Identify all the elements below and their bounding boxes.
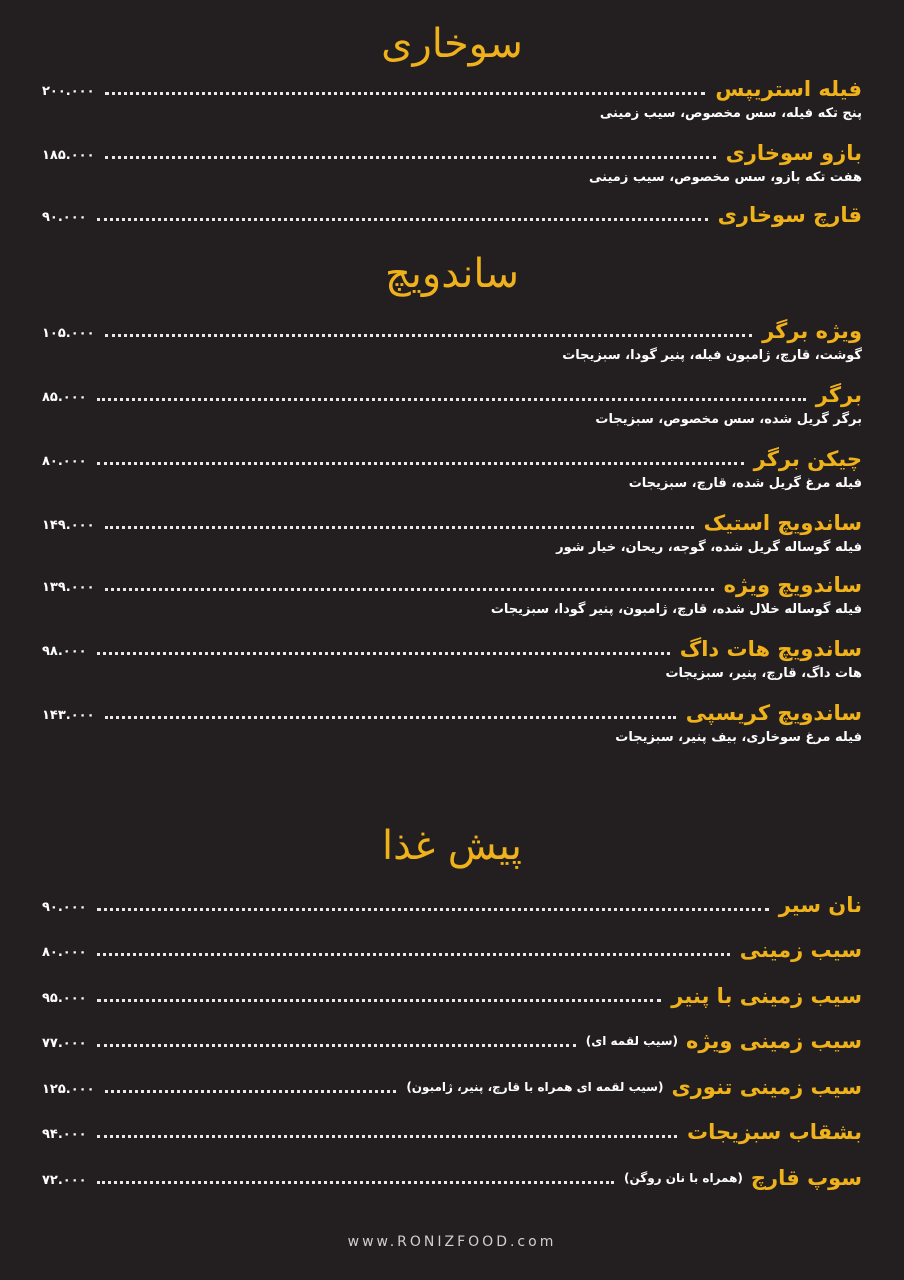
- dot-leader: [97, 953, 730, 956]
- menu-item: [42, 1163, 862, 1193]
- menu-item: [42, 634, 862, 684]
- menu-item: [42, 138, 862, 188]
- dot-leader: [97, 398, 806, 401]
- item-price: ۱۴۳.۰۰۰: [42, 707, 95, 723]
- item-name: ویژه برگر: [762, 319, 862, 343]
- section-title-sandwich: ساندویچ: [384, 251, 520, 297]
- item-price: ۸۰.۰۰۰: [42, 944, 87, 960]
- item-name: سیب زمینی ویژه: [686, 1029, 862, 1053]
- item-note: (سیب لقمه ای همراه با قارچ، پنیر، ژامبون): [406, 1080, 664, 1094]
- item-name: سیب زمینی: [739, 938, 862, 962]
- section-title-appetizer: پیش غذا: [382, 823, 522, 869]
- dot-leader: [105, 334, 753, 337]
- menu-item: [42, 1026, 862, 1056]
- dot-leader: [97, 908, 769, 911]
- dot-leader: [97, 999, 662, 1002]
- item-price: ۹۸.۰۰۰: [42, 643, 87, 659]
- dot-leader: [105, 526, 694, 529]
- item-price: ۱۰۵.۰۰۰: [42, 325, 95, 341]
- dot-leader: [97, 652, 670, 655]
- menu-item: [42, 981, 862, 1011]
- dot-leader: [105, 156, 716, 159]
- item-description: برگر گریل شده، سس مخصوص، سبزیجات: [595, 412, 862, 427]
- item-note: (سیب لقمه ای): [585, 1034, 679, 1048]
- item-name: ساندویچ کریسپی: [685, 701, 862, 725]
- item-description: فیله گوساله خلال شده، قارچ، ژامبون، پنیر گودا، سبزیجات: [490, 602, 862, 617]
- item-description: هفت تکه بازو، سس مخصوص، سیب زمینی: [589, 170, 862, 185]
- menu-item: [42, 890, 862, 920]
- item-name: ساندویچ هات داگ: [679, 637, 862, 661]
- item-price: ۱۴۹.۰۰۰: [42, 517, 95, 533]
- item-description: فیله گوساله گریل شده، گوجه، ریحان، خیار شور: [556, 540, 862, 555]
- menu-item: [42, 444, 862, 494]
- item-note: (همراه با نان روگن): [623, 1171, 743, 1185]
- item-name: فیله استریپس: [715, 77, 862, 101]
- menu-item: [42, 380, 862, 430]
- item-name: قارچ سوخاری: [717, 203, 862, 227]
- item-price: ۸۰.۰۰۰: [42, 453, 87, 469]
- item-name: سیب زمینی با پنیر: [671, 984, 862, 1008]
- dot-leader: [105, 92, 706, 95]
- item-name: ساندویچ استیک: [703, 511, 862, 535]
- menu-item: [42, 698, 862, 748]
- item-description: هات داگ، قارچ، پنیر، سبزیجات: [665, 666, 862, 681]
- item-price: ۹۴.۰۰۰: [42, 1126, 87, 1142]
- dot-leader: [105, 1090, 397, 1093]
- item-description: فیله مرغ سوخاری، بیف پنیر، سبزیجات: [615, 730, 862, 745]
- menu-item: [42, 935, 862, 965]
- item-price: ۹۵.۰۰۰: [42, 990, 87, 1006]
- item-price: ۱۲۵.۰۰۰: [42, 1081, 95, 1097]
- item-name: بازو سوخاری: [725, 141, 862, 165]
- item-price: ۸۵.۰۰۰: [42, 389, 87, 405]
- dot-leader: [97, 1135, 677, 1138]
- item-name: ساندویچ ویژه: [723, 573, 862, 597]
- dot-leader: [105, 588, 714, 591]
- item-price: ۲۰۰.۰۰۰: [42, 83, 95, 99]
- menu-item: [42, 74, 862, 124]
- dot-leader: [97, 462, 744, 465]
- item-price: ۷۷.۰۰۰: [42, 1035, 87, 1051]
- menu-item: [42, 316, 862, 366]
- item-price: ۱۸۵.۰۰۰: [42, 147, 95, 163]
- item-description: فیله مرغ گریل شده، قارچ، سبزیجات: [628, 476, 862, 491]
- menu-item: [42, 1072, 862, 1102]
- item-name: نان سیر: [778, 893, 862, 917]
- menu-item: [42, 1117, 862, 1147]
- item-price: ۹۰.۰۰۰: [42, 209, 87, 225]
- menu-item: [42, 200, 862, 230]
- item-description: پنج تکه فیله، سس مخصوص، سیب زمینی: [599, 106, 862, 121]
- item-price: ۷۲.۰۰۰: [42, 1172, 87, 1188]
- item-name: برگر: [815, 383, 862, 407]
- website-link[interactable]: www.RONIZFOOD.com: [347, 1234, 557, 1250]
- item-description: گوشت، قارچ، ژامبون فیله، پنیر گودا، سبزیجات: [562, 348, 862, 363]
- dot-leader: [97, 1181, 614, 1184]
- item-name: چیکن برگر: [753, 447, 862, 471]
- dot-leader: [97, 218, 708, 221]
- dot-leader: [105, 716, 676, 719]
- menu-item: [42, 508, 862, 558]
- item-name: بشقاب سبزیجات: [687, 1120, 862, 1144]
- item-price: ۹۰.۰۰۰: [42, 899, 87, 915]
- item-price: ۱۳۹.۰۰۰: [42, 579, 95, 595]
- menu-item: [42, 570, 862, 620]
- item-name: سوپ قارچ: [750, 1166, 862, 1190]
- item-name: سیب زمینی تنوری: [671, 1075, 862, 1099]
- section-title-fried: سوخاری: [381, 21, 523, 67]
- dot-leader: [97, 1044, 576, 1047]
